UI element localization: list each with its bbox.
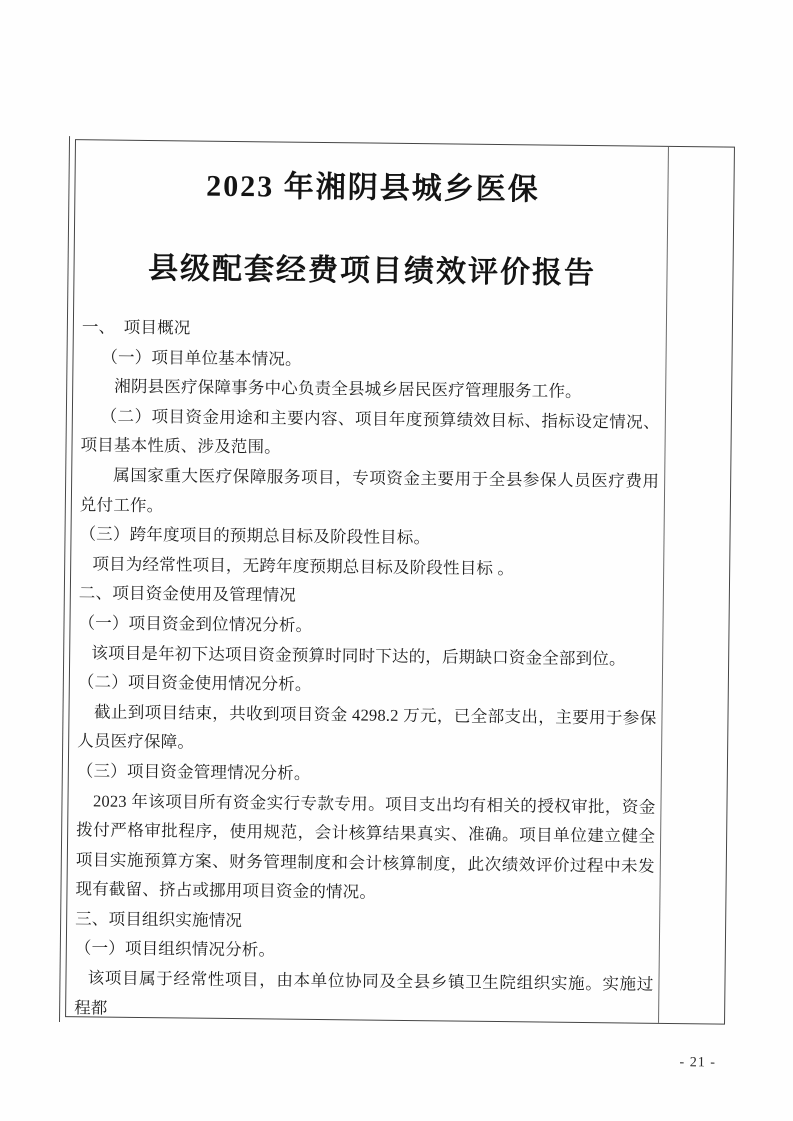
paragraph: （二）项目资金用途和主要内容、项目年度预算绩效目标、指标设定情况、项目基本性质、涉及范围。: [80, 406, 660, 457]
paragraph: （三）项目资金管理情况分析。: [76, 761, 311, 783]
paragraph: 属国家重大医疗保障服务项目，专项资金主要用于全县参保人员医疗费用兑付工作。: [79, 465, 660, 515]
paragraph: （二）项目资金使用情况分析。: [77, 672, 312, 695]
paragraph: （一）项目组织情况分析。: [74, 938, 276, 960]
paragraph: （一）项目资金到位情况分析。: [78, 613, 313, 635]
page-border-frame: [65, 139, 735, 1024]
paragraph: （三）跨年度项目的预期总目标及阶段性目标。: [79, 524, 431, 548]
report-body: [74, 312, 661, 1029]
paragraph: 湘阴县医疗保障事务中心负责全县城乡居民医疗管理服务工作。: [114, 376, 582, 402]
paragraph: 该项目是年初下达项目资金预算时同时下达的，后期缺口资金全部到位。: [91, 642, 626, 668]
paragraph: 该项目属于经常性项目，由本单位协同及全县乡镇卫生院组织实施。实施过程都: [74, 968, 654, 1018]
binding-margin-column: [659, 147, 734, 1024]
report-title-line2: 县级配套经费项目绩效评价报告: [147, 252, 597, 291]
paragraph: 2023 年该项目所有资金实行专款专用。项目支出均有相关的授权审批，资金拨付严格审批程序，使用规范，会计核算结果真实、准确。项目单位建立健全项目实施预算方案、财务管理制度和会计核算制度，此次绩效评价过程中未发现有截留、挤占或挪用项目资金的情况。: [75, 790, 656, 902]
paragraph: 三、项目组织实施情况: [75, 909, 243, 930]
report-title-line1: 2023 年湘阴县城乡医保: [206, 169, 540, 207]
paragraph: 截止到项目结束，共收到项目资金 4298.2 万元，已全部支出，主要用于参保人员医疗保障。: [77, 702, 657, 752]
paragraph: 二、项目资金使用及管理情况: [78, 583, 297, 606]
page-number: - 21 -: [679, 1055, 716, 1071]
paragraph: （一）项目单位基本情况。: [101, 347, 302, 369]
paragraph: 项目为经常性项目，无跨年度预期总目标及阶段性目标 。: [92, 554, 515, 578]
report-content-area: [66, 140, 669, 1023]
paragraph: 一、 项目概况: [81, 317, 191, 338]
